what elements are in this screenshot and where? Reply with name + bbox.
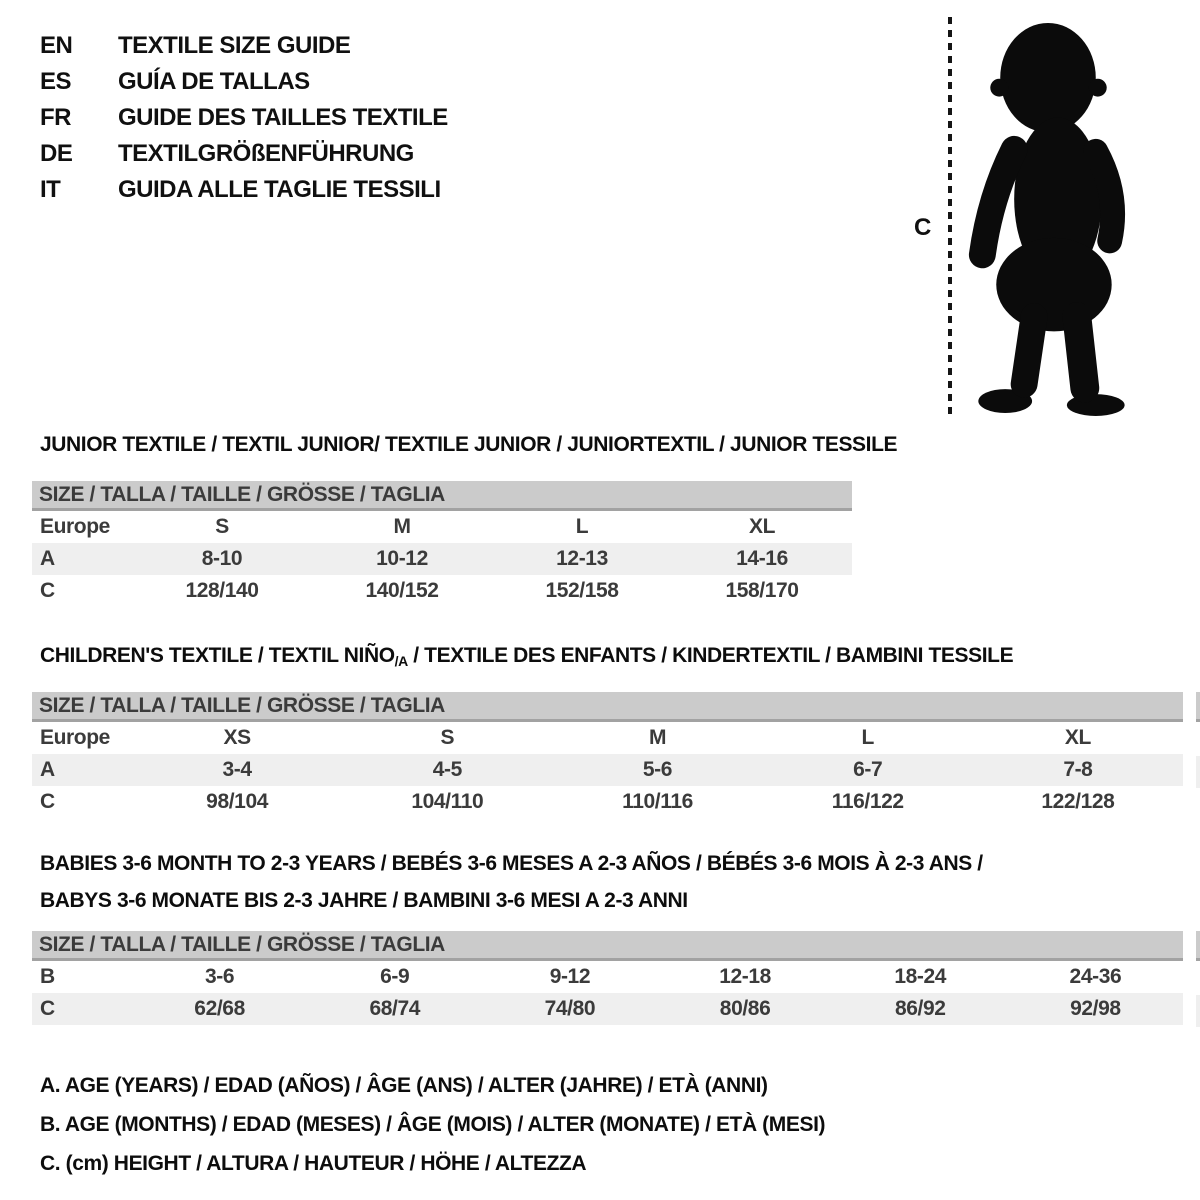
toddler-silhouette-icon <box>958 20 1138 418</box>
table-cell: 98/104 <box>206 790 269 813</box>
table-cell: 9-12 <box>549 965 591 988</box>
table-cell: 74/80 <box>544 997 596 1020</box>
table-row <box>32 993 1183 1025</box>
table-edge-sliver <box>1196 931 1200 961</box>
table-cell: 3-4 <box>222 758 252 781</box>
children-section-heading <box>40 644 1013 669</box>
table-row <box>32 754 1183 786</box>
language-row-fr <box>40 100 448 136</box>
table-edge-sliver <box>1196 692 1200 722</box>
children-heading-text: CHILDREN'S TEXTILE / TEXTIL NIÑO <box>40 644 395 667</box>
guide-title: TEXTILE SIZE GUIDE <box>118 32 351 59</box>
junior-section-heading: JUNIOR TEXTILE / TEXTIL JUNIOR/ TEXTILE JUNIOR / JUNIORTEXTIL / JUNIOR TESSILE <box>40 433 898 456</box>
legend-line-c: C. (cm) HEIGHT / ALTURA / HAUTEUR / HÖHE / ALTEZZA <box>40 1152 587 1175</box>
row-label: Europe <box>40 726 110 749</box>
table-cell: 92/98 <box>1070 997 1121 1020</box>
table-edge-sliver <box>1196 995 1200 1027</box>
babies-section-heading-line2: BABYS 3-6 MONATE BIS 2-3 JAHRE / BAMBINI 3-6 MESI A 2-3 ANNI <box>40 889 688 912</box>
height-measure-dashed-line <box>948 17 952 415</box>
row-label: C <box>40 790 55 813</box>
junior-size-table <box>32 481 852 607</box>
table-cell: 104/110 <box>411 790 484 813</box>
guide-title: GUIDE DES TAILLES TEXTILE <box>118 104 448 131</box>
table-cell: 12-13 <box>556 547 608 570</box>
table-row <box>32 575 852 607</box>
table-cell: 10-12 <box>376 547 428 570</box>
language-code: IT <box>40 176 61 203</box>
table-cell: 158/170 <box>725 579 799 602</box>
row-label: C <box>40 997 55 1020</box>
language-code: FR <box>40 104 71 131</box>
table-cell: 24-36 <box>1069 965 1122 988</box>
size-header-bar: SIZE / TALLA / TAILLE / GRÖSSE / TAGLIA <box>32 481 852 511</box>
table-cell: 140/152 <box>365 579 439 602</box>
guide-title: TEXTILGRÖßENFÜHRUNG <box>118 140 414 167</box>
table-cell: 8-10 <box>201 547 243 570</box>
table-cell: XL <box>748 515 776 538</box>
row-label: A <box>40 758 55 781</box>
table-cell: 3-6 <box>205 965 235 988</box>
table-cell: L <box>575 515 589 538</box>
table-cell: 6-7 <box>853 758 883 781</box>
table-cell: 62/68 <box>194 997 245 1020</box>
language-code: EN <box>40 32 73 59</box>
table-row <box>32 786 1183 818</box>
table-cell: 128/140 <box>185 579 259 602</box>
language-code: DE <box>40 140 73 167</box>
size-header-bar: SIZE / TALLA / TAILLE / GRÖSSE / TAGLIA <box>32 692 1183 722</box>
legend-line-b: B. AGE (MONTHS) / EDAD (MESES) / ÂGE (MOIS) / ALTER (MONATE) / ETÀ (MESI) <box>40 1113 826 1136</box>
size-header-bar: SIZE / TALLA / TAILLE / GRÖSSE / TAGLIA <box>32 931 1183 961</box>
children-heading-subscript: /A <box>394 653 408 669</box>
language-title-list <box>40 28 448 208</box>
legend-line-a: A. AGE (YEARS) / EDAD (AÑOS) / ÂGE (ANS) / ALTER (JAHRE) / ETÀ (ANNI) <box>40 1074 768 1097</box>
table-edge-sliver <box>1196 756 1200 788</box>
table-cell: L <box>861 726 874 749</box>
table-row <box>32 961 1183 993</box>
table-cell: 80/86 <box>719 997 771 1020</box>
row-label: Europe <box>40 515 110 538</box>
table-row <box>32 722 1183 754</box>
table-cell: 18-24 <box>894 965 947 988</box>
table-cell: S <box>215 515 229 538</box>
row-label: B <box>40 965 55 988</box>
language-row-en <box>40 28 448 64</box>
table-cell: 122/128 <box>1041 790 1115 813</box>
babies-section-heading-line1: BABIES 3-6 MONTH TO 2-3 YEARS / BEBÉS 3-6 MESES A 2-3 AÑOS / BÉBÉS 3-6 MOIS À 2-3 ANS / <box>40 852 983 875</box>
row-label: A <box>40 547 55 570</box>
table-cell: 12-18 <box>719 965 771 988</box>
babies-size-table <box>32 931 1183 1025</box>
measure-label-c: C <box>914 214 932 241</box>
table-row <box>32 511 852 543</box>
table-cell: 152/158 <box>545 579 619 602</box>
table-cell: 7-8 <box>1063 758 1093 781</box>
row-label: C <box>40 579 55 602</box>
language-row-de <box>40 136 448 172</box>
table-cell: 110/116 <box>622 790 693 813</box>
table-cell: 5-6 <box>642 758 673 781</box>
language-code: ES <box>40 68 72 95</box>
guide-title: GUIDA ALLE TAGLIE TESSILI <box>118 176 441 203</box>
children-heading-text: / TEXTILE DES ENFANTS / KINDERTEXTIL / BAMBINI TESSILE <box>407 644 1014 667</box>
table-cell: M <box>393 515 411 538</box>
table-cell: S <box>440 726 455 749</box>
measurement-legend <box>40 1066 825 1183</box>
table-cell: XS <box>223 726 251 749</box>
language-row-it <box>40 172 448 208</box>
table-cell: XL <box>1064 726 1091 749</box>
table-cell: 116/122 <box>831 790 904 813</box>
table-cell: 14-16 <box>736 547 788 570</box>
table-cell: M <box>648 726 667 749</box>
table-cell: 68/74 <box>369 997 421 1020</box>
language-row-es <box>40 64 448 100</box>
table-cell: 86/92 <box>894 997 946 1020</box>
table-cell: 6-9 <box>380 965 410 988</box>
table-cell: 4-5 <box>432 758 462 781</box>
table-row <box>32 543 852 575</box>
guide-title: GUÍA DE TALLAS <box>118 68 310 95</box>
children-size-table <box>32 692 1183 818</box>
